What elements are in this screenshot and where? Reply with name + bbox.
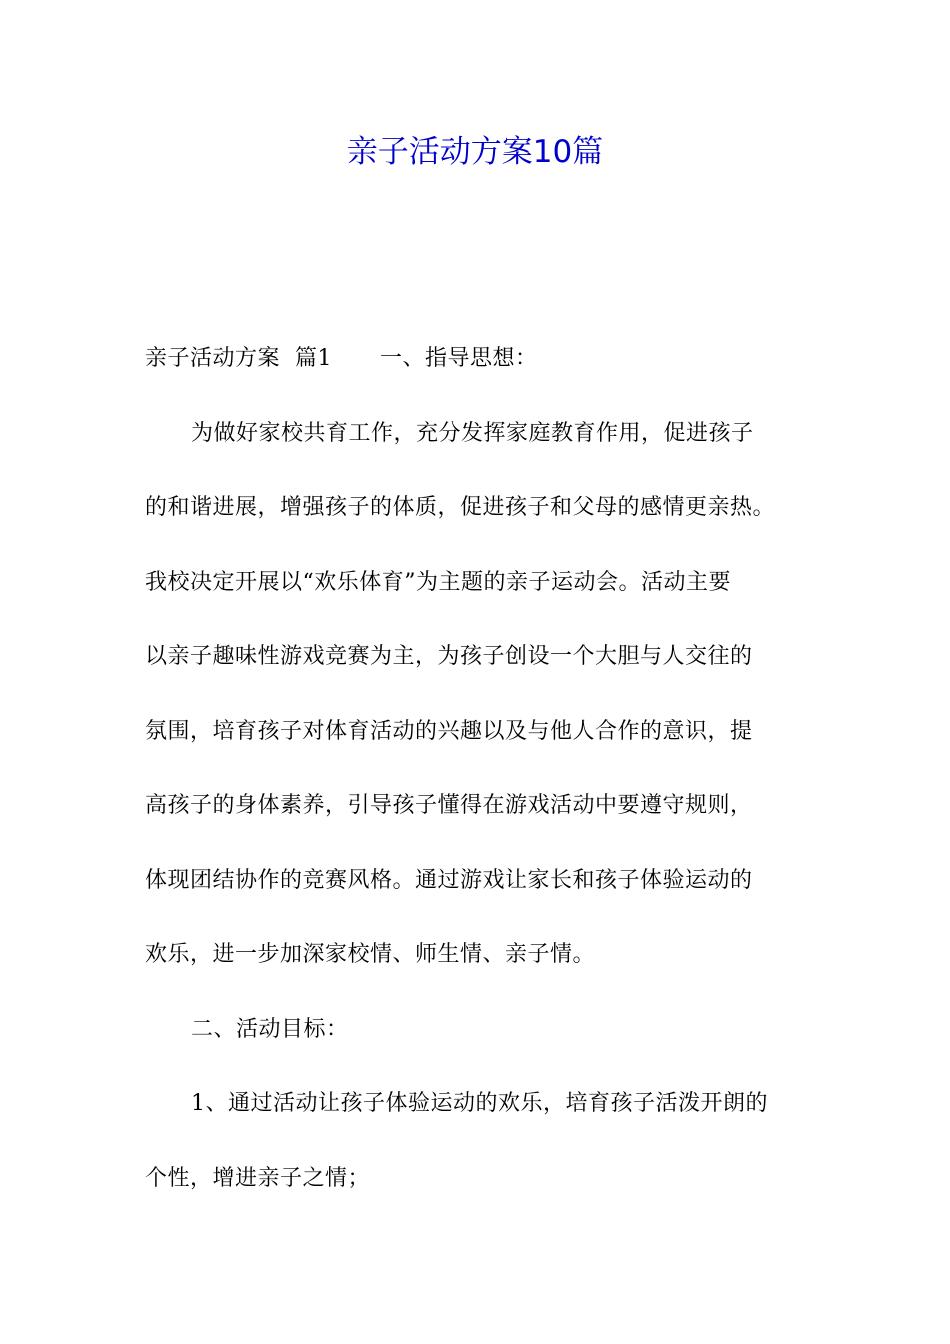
paragraph-line: 体现团结协作的竞赛风格。通过游戏让家长和孩子体验运动的 (145, 867, 753, 893)
paragraph-line: 高孩子的身体素养，引导孩子懂得在游戏活动中要遵守规则， (145, 793, 753, 818)
paragraph-line: 氛围，培育孩子对体育活动的兴趣以及与他人合作的意识，提 (145, 718, 753, 744)
paragraph-line: 为做好家校共育工作，充分发挥家庭教育作用，促进孩子 (191, 420, 754, 446)
paragraph-line: 个性，增进亲子之情； (145, 1165, 371, 1191)
section-label: 亲子活动方案 篇1 (145, 346, 332, 371)
section-heading-line (145, 322, 810, 397)
document-body (145, 322, 810, 1216)
paragraph-line: 欢乐，进一步加深家校情、师生情、亲子情。 (145, 942, 596, 967)
document-title: 亲子活动方案10篇 (346, 134, 604, 170)
paragraph-line: 1、通过活动让孩子体验运动的欢乐，培育孩子活泼开朗的 (191, 1091, 768, 1116)
heading-activity-goals: 二、活动目标： (191, 1016, 349, 1042)
paragraph-line: 的和谐进展，增强孩子的体质，促进孩子和父母的感情更亲热。 (145, 495, 776, 520)
paragraph-line: 我校决定开展以“欢乐体育”为主题的亲子运动会。活动主要 (145, 569, 731, 595)
heading-guiding-thought: 一、指导思想： (379, 346, 538, 371)
paragraph-line: 以亲子趣味性游戏竞赛为主，为孩子创设一个大胆与人交往的 (145, 644, 753, 669)
